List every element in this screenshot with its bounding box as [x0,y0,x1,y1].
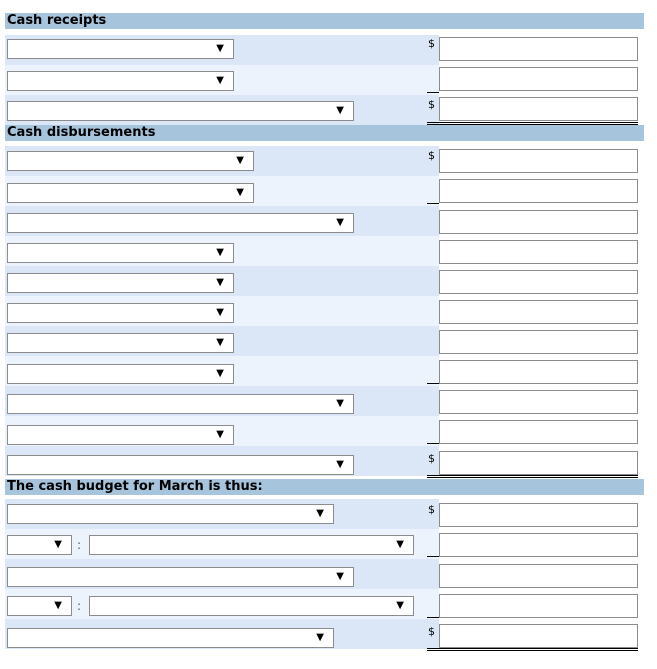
subtotal-label-select[interactable] [7,213,354,233]
amount-input[interactable] [439,149,638,173]
chevron-down-icon: ▼ [54,600,62,611]
dollar-sign: $ [428,625,435,638]
budget-label-select[interactable] [89,535,414,555]
amount-input[interactable] [439,67,638,91]
budget-label-select[interactable] [7,628,334,648]
account-select[interactable] [7,425,234,445]
amount-input[interactable] [439,270,638,294]
account-select[interactable] [7,273,234,293]
account-select[interactable] [7,303,234,323]
sign-select[interactable] [7,596,72,616]
amount-input[interactable] [439,37,638,61]
sign-select[interactable] [7,535,72,555]
amount-input[interactable] [439,240,638,264]
total-label-select[interactable] [7,455,354,475]
amount-input[interactable] [439,300,638,324]
chevron-down-icon: ▼ [216,247,224,258]
account-select[interactable] [7,71,234,91]
amount-input[interactable] [439,210,638,234]
chevron-down-icon: ▼ [336,105,344,116]
dollar-sign: $ [428,452,435,465]
amount-input[interactable] [439,420,638,444]
chevron-down-icon: ▼ [216,75,224,86]
chevron-down-icon: ▼ [336,217,344,228]
account-select[interactable] [7,183,254,203]
amount-input[interactable] [439,503,638,527]
amount-input[interactable] [439,360,638,384]
total-input[interactable] [439,97,638,121]
total-input[interactable] [439,451,638,475]
chevron-down-icon: ▼ [216,368,224,379]
amount-input[interactable] [439,594,638,618]
chevron-down-icon: ▼ [216,277,224,288]
chevron-down-icon: ▼ [216,43,224,54]
account-select[interactable] [7,333,234,353]
underline [427,556,439,557]
subtotal-label-select[interactable] [7,394,354,414]
underline [427,203,439,204]
double-underline [427,475,638,478]
chevron-down-icon: ▼ [54,539,62,550]
total-input[interactable] [439,624,638,648]
chevron-down-icon: ▼ [336,459,344,470]
chevron-down-icon: ▼ [236,187,244,198]
dollar-sign: $ [428,98,435,111]
colon-separator: : [77,538,82,552]
dollar-sign: $ [428,503,435,516]
budget-label-select[interactable] [89,596,414,616]
dollar-sign: $ [428,149,435,162]
chevron-down-icon: ▼ [396,539,404,550]
budget-label-select[interactable] [7,567,354,587]
underline [427,92,439,93]
section-header-cash-disbursements: Cash disbursements [5,125,644,141]
account-select[interactable] [7,243,234,263]
chevron-down-icon: ▼ [316,632,324,643]
amount-input[interactable] [439,330,638,354]
double-underline [427,648,638,651]
colon-separator: : [77,599,82,613]
underline [427,443,439,444]
budget-label-select[interactable] [7,504,334,524]
underline [427,617,439,618]
chevron-down-icon: ▼ [316,508,324,519]
account-select[interactable] [7,364,234,384]
dollar-sign: $ [428,37,435,50]
chevron-down-icon: ▼ [336,398,344,409]
chevron-down-icon: ▼ [236,155,244,166]
amount-input[interactable] [439,564,638,588]
chevron-down-icon: ▼ [216,429,224,440]
underline [427,383,439,384]
account-select[interactable] [7,151,254,171]
section-header-cash-receipts: Cash receipts [5,13,644,29]
section-header-cash-budget: The cash budget for March is thus: [5,479,644,495]
total-label-select[interactable] [7,101,354,121]
chevron-down-icon: ▼ [216,337,224,348]
account-select[interactable] [7,39,234,59]
amount-input[interactable] [439,179,638,203]
amount-input[interactable] [439,390,638,414]
chevron-down-icon: ▼ [216,307,224,318]
amount-input[interactable] [439,533,638,557]
chevron-down-icon: ▼ [396,600,404,611]
chevron-down-icon: ▼ [336,571,344,582]
